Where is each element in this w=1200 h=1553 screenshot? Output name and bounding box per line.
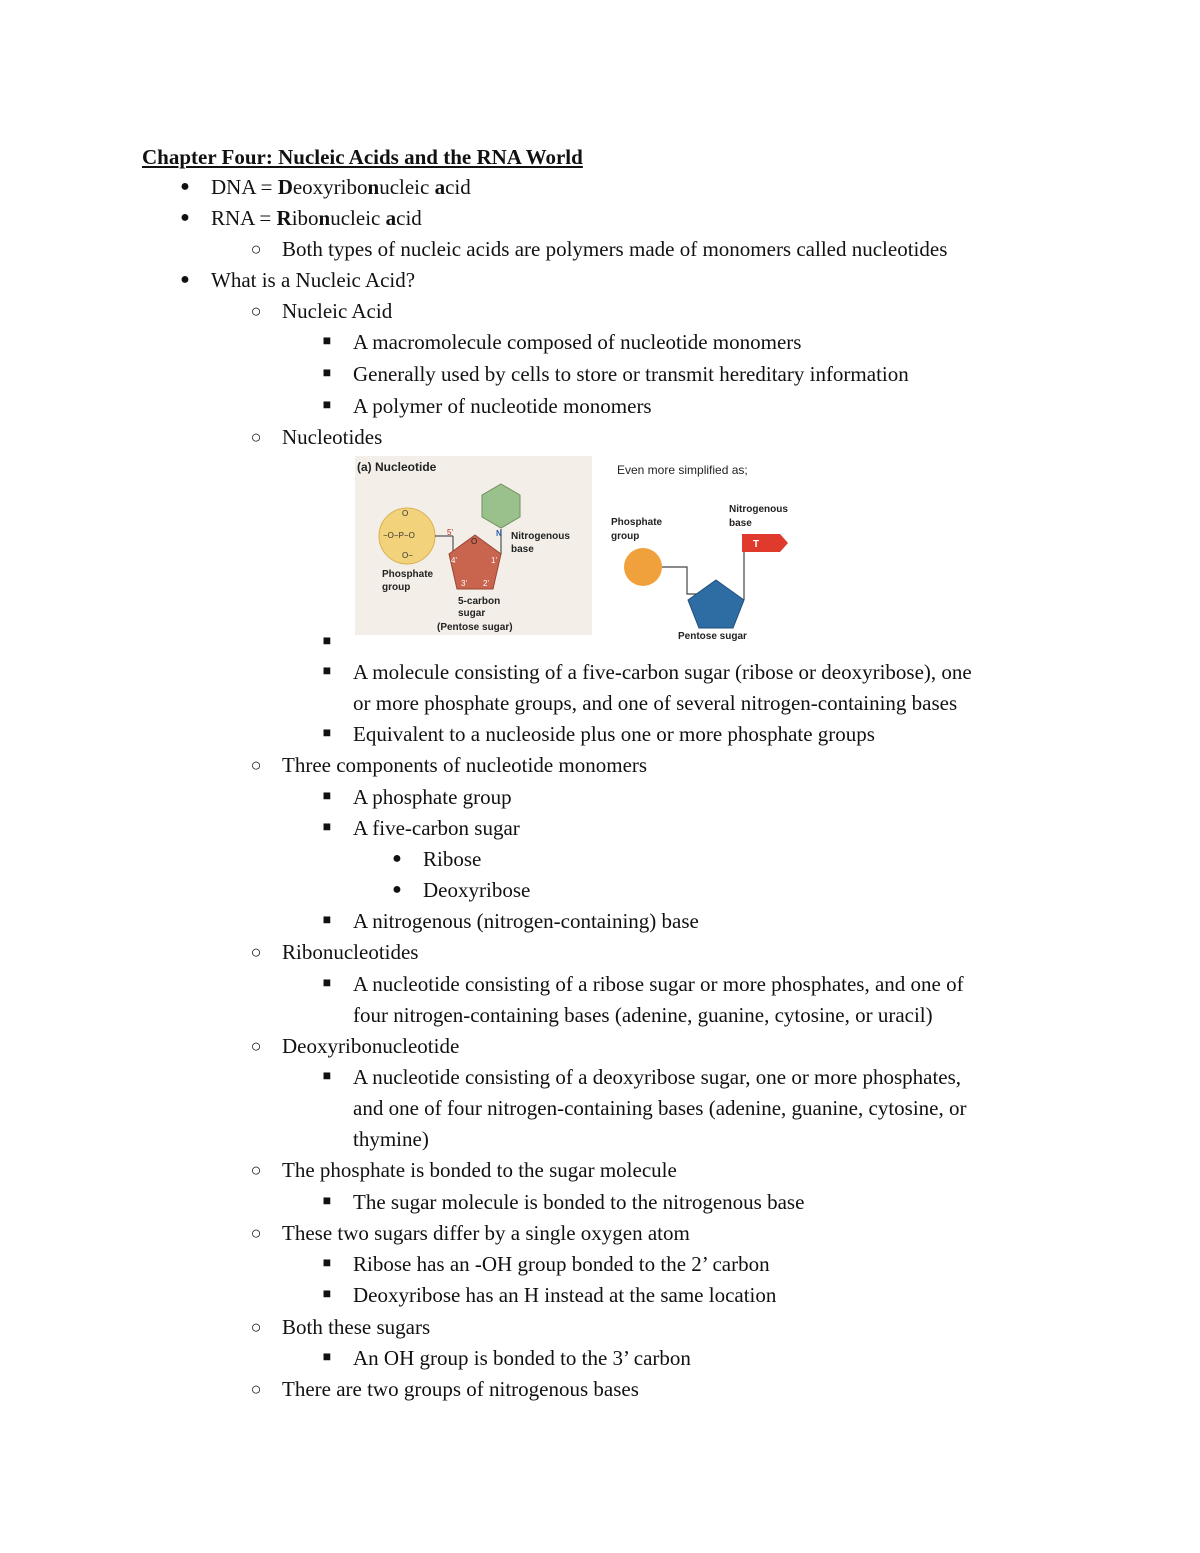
list-item: Both these sugars xyxy=(282,1315,431,1339)
base-label: Nitrogenous xyxy=(729,504,788,515)
bullet-circle: ○ xyxy=(250,301,262,321)
list-item: The phosphate is bonded to the sugar molecule xyxy=(282,1158,677,1182)
list-item: Nucleic Acid xyxy=(282,299,393,323)
sugar-label: 5-carbon xyxy=(458,596,501,607)
ring-oxygen: O xyxy=(471,537,478,546)
bullet-circle: ○ xyxy=(250,1160,262,1180)
phosphate-label: group xyxy=(611,531,640,542)
dna-definition: DNA = Deoxyribonucleic acid xyxy=(211,175,471,199)
list-item: The sugar molecule is bonded to the nitrogenous base xyxy=(353,1190,805,1214)
list-item: A nitrogenous (nitrogen-containing) base xyxy=(353,909,699,933)
list-item: Both types of nucleic acids are polymers made of monomers called nucleotides xyxy=(282,237,948,261)
list-item: Three components of nucleotide monomers xyxy=(282,753,648,777)
sugar-label: sugar xyxy=(458,608,486,619)
bullet-square: ■ xyxy=(322,1350,332,1365)
list-item: Deoxyribonucleotide xyxy=(282,1034,460,1058)
figure-caption: Even more simplified as; xyxy=(617,463,748,477)
bullet-dot: ● xyxy=(180,178,190,195)
phosphate-label: Phosphate xyxy=(382,569,434,580)
list-item: A polymer of nucleotide monomers xyxy=(353,394,652,418)
carbon-label: 2' xyxy=(483,579,489,588)
list-item: Deoxyribose xyxy=(423,878,531,902)
carbon-label: 5' xyxy=(447,528,453,537)
figure-title: (a) Nucleotide xyxy=(357,460,437,474)
sugar-label: Pentose sugar xyxy=(678,631,747,642)
page-title: Chapter Four: Nucleic Acids and the RNA World xyxy=(142,145,583,169)
list-item-continuation: and one of four nitrogen-containing bases (adenine, guanine, cytosine, or xyxy=(353,1096,967,1120)
bullet-circle: ○ xyxy=(250,942,262,962)
list-item: What is a Nucleic Acid? xyxy=(211,268,416,292)
list-item: There are two groups of nitrogenous bases xyxy=(282,1377,639,1401)
bullet-square: ■ xyxy=(322,366,332,381)
list-item: A nucleotide consisting of a deoxyribose sugar, one or more phosphates, xyxy=(353,1065,962,1089)
list-item: Ribose xyxy=(423,847,482,871)
list-item: Generally used by cells to store or transmit hereditary information xyxy=(353,362,909,386)
bullet-circle: ○ xyxy=(250,239,262,259)
list-item: These two sugars differ by a single oxygen atom xyxy=(282,1221,690,1245)
bullet-dot: ● xyxy=(392,881,402,898)
bullet-dot: ● xyxy=(392,850,402,867)
carbon-label: 3' xyxy=(461,579,467,588)
bullet-square: ■ xyxy=(322,913,332,928)
base-arrow xyxy=(742,534,788,552)
sugar-pentagon xyxy=(688,580,744,628)
list-item: A macromolecule composed of nucleotide monomers xyxy=(353,330,802,354)
list-item-continuation: four nitrogen-containing bases (adenine, guanine, cytosine, or uracil) xyxy=(353,1003,933,1027)
list-item: Nucleotides xyxy=(282,425,383,449)
bullet-square: ■ xyxy=(322,634,332,649)
bullet-square: ■ xyxy=(322,726,332,741)
base-label: Nitrogenous xyxy=(511,531,570,542)
bullet-dot: ● xyxy=(180,271,190,288)
bullet-dot: ● xyxy=(180,209,190,226)
list-item-continuation: thymine) xyxy=(353,1127,429,1151)
nucleotide-diagram xyxy=(355,456,592,635)
list-item: Deoxyribose has an H instead at the same location xyxy=(353,1283,777,1307)
list-item: Ribonucleotides xyxy=(282,940,419,964)
base-label: base xyxy=(511,544,534,555)
phosphate-label: group xyxy=(382,582,411,593)
phosphate-o-bottom: O− xyxy=(402,551,413,560)
phosphate-formula: −O−P−O xyxy=(383,531,415,540)
list-item: A molecule consisting of a five-carbon sugar (ribose or deoxyribose), one xyxy=(353,660,972,684)
bullet-square: ■ xyxy=(322,820,332,835)
bullet-square: ■ xyxy=(322,334,332,349)
bullet-circle: ○ xyxy=(250,427,262,447)
bullet-square: ■ xyxy=(322,398,332,413)
rna-definition: RNA = Ribonucleic acid xyxy=(211,206,422,230)
bullet-circle: ○ xyxy=(250,1379,262,1399)
list-item: Equivalent to a nucleoside plus one or more phosphate groups xyxy=(353,722,875,746)
bullet-square: ■ xyxy=(322,1287,332,1302)
bullet-square: ■ xyxy=(322,1069,332,1084)
carbon-label: 1' xyxy=(491,556,497,565)
bullet-square: ■ xyxy=(322,1256,332,1271)
bullet-circle: ○ xyxy=(250,1317,262,1337)
bullet-circle: ○ xyxy=(250,1036,262,1056)
phosphate-label: Phosphate xyxy=(611,517,663,528)
sugar-label: (Pentose sugar) xyxy=(437,622,513,633)
carbon-label: 4' xyxy=(451,556,457,565)
list-item: An OH group is bonded to the 3’ carbon xyxy=(353,1346,691,1370)
nitrogen-atom: N xyxy=(496,529,502,538)
list-item: Ribose has an -OH group bonded to the 2’ carbon xyxy=(353,1252,770,1276)
base-letter: T xyxy=(753,539,760,550)
list-item: A nucleotide consisting of a ribose sugar or more phosphates, and one of xyxy=(353,972,964,996)
bullet-circle: ○ xyxy=(250,1223,262,1243)
phosphate-o-top: O xyxy=(402,509,409,518)
bullet-circle: ○ xyxy=(250,755,262,775)
bullet-square: ■ xyxy=(322,789,332,804)
list-item: A five-carbon sugar xyxy=(353,816,520,840)
base-label: base xyxy=(729,518,752,529)
bullet-square: ■ xyxy=(322,976,332,991)
list-item: A phosphate group xyxy=(353,785,512,809)
bullet-square: ■ xyxy=(322,664,332,679)
simplified-nucleotide-diagram xyxy=(605,456,805,646)
phosphate-circle xyxy=(624,548,662,586)
bond-line xyxy=(662,567,699,594)
list-item-continuation: or more phosphate groups, and one of several nitrogen-containing bases xyxy=(353,691,958,715)
bullet-square: ■ xyxy=(322,1194,332,1209)
